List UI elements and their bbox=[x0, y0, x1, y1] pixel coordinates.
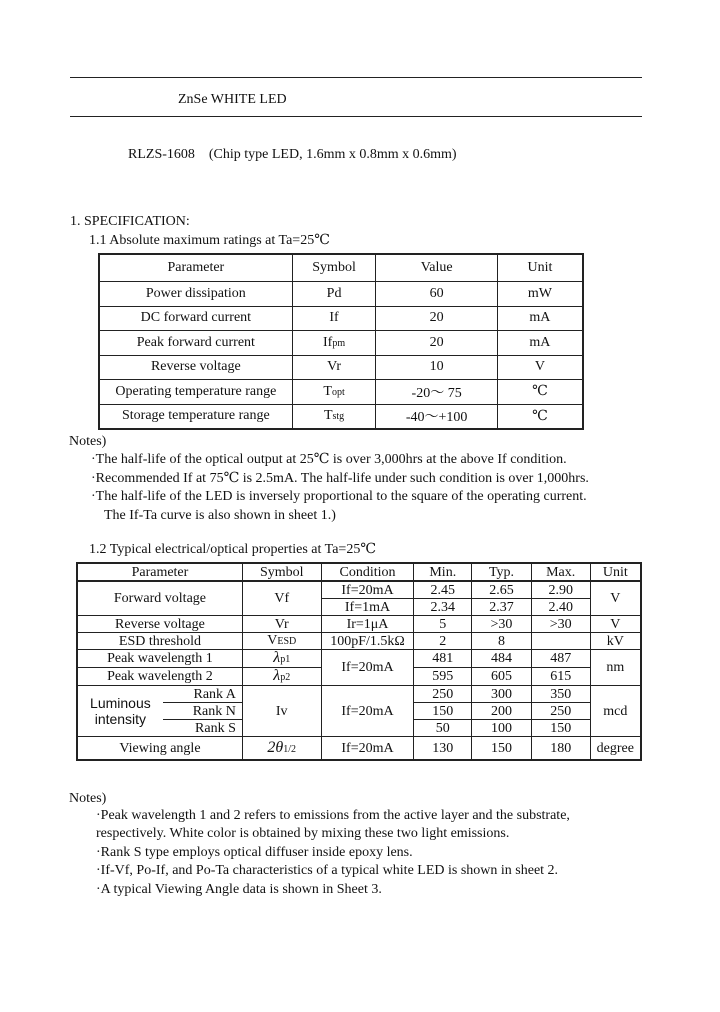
unit-cell: V bbox=[497, 355, 583, 380]
min-cell: 595 bbox=[414, 668, 472, 686]
typ-cell: 605 bbox=[472, 668, 532, 686]
header-symbol: Symbol bbox=[242, 563, 321, 581]
param-cell: Peak wavelength 2 bbox=[77, 668, 242, 686]
symbol-subscript: 1/2 bbox=[283, 743, 297, 755]
max-cell: 180 bbox=[531, 737, 590, 761]
luminous-label-line1: Luminous bbox=[90, 695, 151, 711]
symbol-cell bbox=[242, 737, 321, 761]
table-row bbox=[99, 306, 583, 331]
symbol-cell bbox=[292, 355, 376, 380]
symbol-text: If bbox=[323, 334, 333, 350]
param-cell: DC forward current bbox=[99, 306, 292, 331]
condition-cell: If=1mA bbox=[321, 599, 414, 616]
note-line: ·A typical Viewing Angle data is shown in Sheet 3. bbox=[96, 882, 382, 897]
param-cell: Peak forward current bbox=[99, 331, 292, 356]
value-cell: 10 bbox=[376, 355, 497, 380]
subsection-1-2: 1.2 Typical electrical/optical properties at Ta=25℃ bbox=[89, 542, 376, 557]
param-cell: Forward voltage bbox=[77, 581, 242, 616]
unit-cell: V bbox=[590, 616, 641, 633]
symbol-text: T bbox=[323, 408, 333, 424]
symbol-cell bbox=[242, 668, 321, 686]
header-parameter: Parameter bbox=[77, 563, 242, 581]
unit-cell: degree bbox=[590, 737, 641, 761]
symbol-text: Pd bbox=[326, 285, 342, 301]
table-row bbox=[99, 282, 583, 307]
min-cell: 2.34 bbox=[414, 599, 472, 616]
param-cell: ESD threshold bbox=[77, 633, 242, 650]
unit-cell: mA bbox=[497, 331, 583, 356]
symbol-cell bbox=[292, 404, 376, 429]
table-header-row bbox=[99, 254, 583, 282]
symbol-cell bbox=[242, 633, 321, 650]
typ-cell: 8 bbox=[472, 633, 532, 650]
unit-cell: V bbox=[590, 581, 641, 616]
min-cell: 250 bbox=[414, 686, 472, 703]
value-cell: 20 bbox=[376, 331, 497, 356]
header-unit: Unit bbox=[590, 563, 641, 581]
header-value: Value bbox=[376, 254, 497, 282]
top-rule bbox=[70, 77, 642, 78]
unit-cell: ℃ bbox=[497, 380, 583, 405]
min-cell: 50 bbox=[414, 720, 472, 737]
min-cell: 2 bbox=[414, 633, 472, 650]
symbol-cell: Vr bbox=[242, 616, 321, 633]
header-typ: Typ. bbox=[472, 563, 532, 581]
absolute-ratings-table bbox=[98, 253, 584, 430]
note-line: The If-Ta curve is also shown in sheet 1.) bbox=[104, 508, 336, 523]
electrical-optical-table bbox=[76, 562, 642, 761]
table-row bbox=[99, 404, 583, 429]
unit-cell: mcd bbox=[590, 686, 641, 737]
max-cell: 615 bbox=[531, 668, 590, 686]
param-cell: Viewing angle bbox=[77, 737, 242, 761]
min-cell: 5 bbox=[414, 616, 472, 633]
typ-cell: 100 bbox=[472, 720, 532, 737]
symbol-subscript: p1 bbox=[280, 654, 291, 665]
unit-cell: mA bbox=[497, 306, 583, 331]
typ-cell: 2.65 bbox=[472, 581, 532, 599]
unit-cell: mW bbox=[497, 282, 583, 307]
symbol-cell bbox=[292, 331, 376, 356]
symbol-cell bbox=[292, 306, 376, 331]
condition-cell: If=20mA bbox=[321, 581, 414, 599]
value-cell: 60 bbox=[376, 282, 497, 307]
model-number bbox=[128, 147, 457, 163]
value-cell: 20 bbox=[376, 306, 497, 331]
table-row bbox=[77, 633, 641, 650]
unit-cell: ℃ bbox=[497, 404, 583, 429]
value-cell: -20～ 75 bbox=[376, 380, 497, 405]
notes-label: Notes) bbox=[69, 791, 107, 806]
rank-cell: Rank N bbox=[163, 703, 243, 720]
condition-cell: If=20mA bbox=[321, 686, 414, 737]
max-cell: 2.40 bbox=[531, 599, 590, 616]
typ-cell: >30 bbox=[472, 616, 532, 633]
param-cell: Power dissipation bbox=[99, 282, 292, 307]
header-condition: Condition bbox=[321, 563, 414, 581]
unit-cell: kV bbox=[590, 633, 641, 650]
max-cell: 2.90 bbox=[531, 581, 590, 599]
condition-cell: Ir=1μA bbox=[321, 616, 414, 633]
symbol-subscript: opt bbox=[331, 386, 345, 398]
max-cell: 350 bbox=[531, 686, 590, 703]
symbol-text: Vr bbox=[327, 359, 342, 375]
section-heading: 1. SPECIFICATION: bbox=[70, 214, 190, 229]
note-line: ·The half-life of the optical output at 25℃ is over 3,000hrs at the above If condition. bbox=[91, 452, 567, 467]
symbol-text: V bbox=[267, 633, 278, 648]
table-row bbox=[77, 581, 641, 599]
note-line: respectively. White color is obtained by mixing these two light emissions. bbox=[96, 826, 510, 841]
param-cell: Storage temperature range bbox=[99, 404, 292, 429]
model-description: (Chip type LED, 1.6mm x 0.8mm x 0.6mm) bbox=[208, 147, 457, 162]
table-row bbox=[77, 650, 641, 668]
max-cell bbox=[531, 633, 590, 650]
symbol-subscript: pm bbox=[332, 337, 346, 349]
note-line: ·The half-life of the LED is inversely proportional to the square of the operating current. bbox=[91, 489, 587, 504]
typ-cell: 2.37 bbox=[472, 599, 532, 616]
luminous-label-line2: intensity bbox=[94, 711, 147, 727]
header-symbol: Symbol bbox=[292, 254, 376, 282]
condition-cell: If=20mA bbox=[321, 650, 414, 686]
symbol-subscript: p2 bbox=[280, 672, 291, 683]
min-cell: 481 bbox=[414, 650, 472, 668]
title-rule bbox=[70, 116, 642, 117]
note-line: ·If-Vf, Po-If, and Po-Ta characteristics of a typical white LED is shown in sheet 2. bbox=[96, 863, 559, 878]
value-cell: -40～+100 bbox=[376, 404, 497, 429]
symbol-subscript: stg bbox=[332, 411, 345, 423]
param-cell: Peak wavelength 1 bbox=[77, 650, 242, 668]
max-cell: 250 bbox=[531, 703, 590, 720]
param-cell: Reverse voltage bbox=[99, 355, 292, 380]
typ-cell: 150 bbox=[472, 737, 532, 761]
subsection-1-1: 1.1 Absolute maximum ratings at Ta=25℃ bbox=[89, 233, 330, 248]
max-cell: 487 bbox=[531, 650, 590, 668]
rank-cell: Rank S bbox=[163, 720, 243, 737]
table-row bbox=[99, 355, 583, 380]
model-code: RLZS-1608 bbox=[128, 147, 195, 162]
param-cell bbox=[77, 686, 163, 737]
typ-cell: 200 bbox=[472, 703, 532, 720]
max-cell: >30 bbox=[531, 616, 590, 633]
table-row bbox=[77, 686, 641, 703]
header-min: Min. bbox=[414, 563, 472, 581]
typ-cell: 300 bbox=[472, 686, 532, 703]
symbol-cell bbox=[242, 650, 321, 668]
table-row bbox=[77, 737, 641, 761]
table-row bbox=[77, 616, 641, 633]
note-line: ·Recommended If at 75℃ is 2.5mA. The half-life under such condition is over 1,000hrs. bbox=[91, 471, 589, 486]
table-header-row bbox=[77, 563, 641, 581]
condition-cell: 100pF/1.5kΩ bbox=[321, 633, 414, 650]
header-max: Max. bbox=[531, 563, 590, 581]
rank-cell: Rank A bbox=[163, 686, 243, 703]
symbol-text: λ bbox=[273, 667, 281, 684]
note-line: ·Rank S type employs optical diffuser inside epoxy lens. bbox=[96, 845, 413, 860]
table-row bbox=[99, 380, 583, 405]
doc-title: ZnSe WHITE LED bbox=[178, 92, 287, 107]
symbol-cell bbox=[292, 380, 376, 405]
min-cell: 150 bbox=[414, 703, 472, 720]
symbol-cell: Vf bbox=[242, 581, 321, 616]
param-cell: Operating temperature range bbox=[99, 380, 292, 405]
table-row bbox=[99, 331, 583, 356]
symbol-text: T bbox=[323, 383, 332, 399]
max-cell: 150 bbox=[531, 720, 590, 737]
header-unit: Unit bbox=[497, 254, 583, 282]
param-cell: Reverse voltage bbox=[77, 616, 242, 633]
unit-cell: nm bbox=[590, 650, 641, 686]
typ-cell: 484 bbox=[472, 650, 532, 668]
symbol-subscript: ESD bbox=[277, 636, 297, 647]
notes-label: Notes) bbox=[69, 434, 107, 449]
header-parameter: Parameter bbox=[99, 254, 292, 282]
symbol-cell: Iv bbox=[242, 686, 321, 737]
symbol-text: λ bbox=[273, 649, 281, 666]
symbol-cell bbox=[292, 282, 376, 307]
min-cell: 2.45 bbox=[414, 581, 472, 599]
condition-cell: If=20mA bbox=[321, 737, 414, 761]
note-line: ·Peak wavelength 1 and 2 refers to emissions from the active layer and the substrate, bbox=[96, 808, 570, 823]
symbol-text: 2θ bbox=[267, 738, 284, 756]
min-cell: 130 bbox=[414, 737, 472, 761]
symbol-text: If bbox=[329, 310, 339, 326]
